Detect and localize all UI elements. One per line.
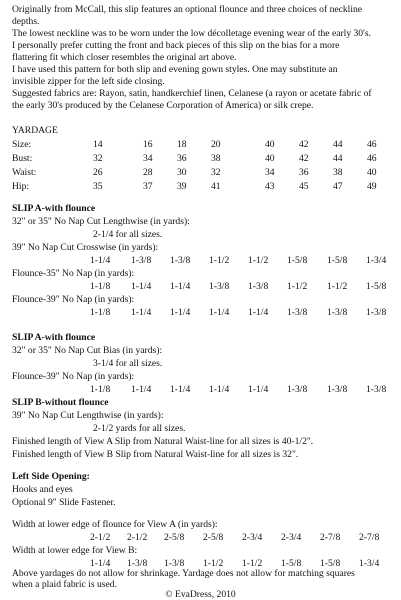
width-cell: 2-7/8 [320,532,341,543]
intro-line-5: flattering fit which closer resembles the original art above. [12,52,237,63]
width-cell: 1-1/2 [203,558,224,569]
copyright-footer: © EvaDress, 2010 [165,589,236,600]
width-cell: 2-5/8 [164,532,185,543]
bust-cell: 42 [299,153,309,164]
yardage-title: YARDAGE [12,125,58,136]
hip-cell: 41 [211,181,221,192]
yardage-cell: 1-1/8 [90,384,111,395]
yardage-cell: 1-3/8 [327,384,348,395]
slip-a-heading: SLIP A-with flounce [12,203,96,214]
yardage-cell: 1-1/4 [170,384,191,395]
intro-line-2: depths. [12,16,40,27]
size-cell: 18 [177,139,187,150]
flounce-39-label: Flounce-39" No Nap (in yards): [12,294,135,305]
yardage-cell: 1-1/8 [90,307,111,318]
slip-a-bias-flounce-label: Flounce-39" No Nap (in yards): [12,371,135,382]
yardage-cell: 1-3/8 [248,281,269,292]
size-cell: 44 [333,139,343,150]
intro-line-9: the early 30's produced by the Celanese Corporation of America) or silk crepe. [12,100,314,111]
slip-a-lengthwise-amount: 2-1/4 for all sizes. [93,229,163,240]
slip-a-bias-heading: SLIP A-with flounce [12,332,96,343]
yardage-cell: 1-1/4 [170,307,191,318]
waist-cell: 38 [333,167,343,178]
size-cell: 16 [143,139,153,150]
hip-cell: 39 [177,181,187,192]
left-side-hooks: Hooks and eyes [12,484,73,495]
bust-cell: 36 [177,153,187,164]
hip-cell: 35 [93,181,103,192]
yardage-cell: 1-1/4 [209,307,230,318]
left-side-fastener: Optional 9" Slide Fastener. [12,497,116,508]
intro-line-4: I personally prefer cutting the front and back pieces of this slip on the bias for a more [12,40,340,51]
bust-cell: 38 [211,153,221,164]
yardage-cell: 1-1/4 [170,281,191,292]
slip-b-heading: SLIP B-without flounce [12,397,109,408]
hip-cell: 45 [299,181,309,192]
slip-b-lengthwise-amount: 2-1/2 yards for all sizes. [93,423,186,434]
view-b-finished-length: Finished length of View B Slip from Natural Waist-line for all sizes is 32". [12,449,299,460]
waist-cell: 30 [177,167,187,178]
width-cell: 1-3/8 [164,558,185,569]
yardage-cell: 1-3/8 [209,281,230,292]
yardage-cell: 1-1/8 [90,281,111,292]
yardage-cell: 1-1/2 [287,281,308,292]
width-cell: 1-3/4 [359,558,380,569]
intro-line-3: The lowest neckline was to be worn under the low décolletage evening wear of the early 30's. [12,28,371,39]
yardage-cell: 1-3/4 [366,255,387,266]
yardage-cell: 1-5/8 [287,255,308,266]
intro-line-7: invisible zipper for the left side closing. [12,76,165,87]
width-cell: 1-5/8 [281,558,302,569]
width-cell: 1-1/2 [242,558,263,569]
intro-line-6: I have used this pattern for both slip and evening gown styles. One may substitute an [12,64,338,75]
slip-b-lengthwise: 39" No Nap Cut Lengthwise (in yards): [12,410,164,421]
hip-cell: 43 [265,181,275,192]
width-view-b-label: Width at lower edge for View B: [12,545,138,556]
left-side-heading: Left Side Opening: [12,471,90,482]
yardage-cell: 1-1/4 [131,281,152,292]
yardage-cell: 1-1/2 [248,255,269,266]
waist-cell: 36 [299,167,309,178]
size-cell: 20 [211,139,221,150]
waist-cell: 26 [93,167,103,178]
yardage-cell: 1-3/8 [170,255,191,266]
yardage-cell: 1-3/8 [366,384,387,395]
bust-cell: 40 [265,153,275,164]
bust-cell: 32 [93,153,103,164]
flounce-35-label: Flounce-35" No Nap (in yards): [12,268,135,279]
hip-cell: 49 [367,181,377,192]
width-cell: 2-3/4 [281,532,302,543]
hip-cell: 47 [333,181,343,192]
intro-line-1: Originally from McCall, this slip features an optional flounce and three choices of neckline [12,4,363,15]
width-view-a-label: Width at lower edge of flounce for View A (in yards): [12,519,218,530]
size-cell: 42 [299,139,309,150]
width-cell: 1-1/4 [90,558,111,569]
width-cell: 2-1/2 [90,532,111,543]
yardage-cell: 1-3/8 [131,255,152,266]
bust-cell: 44 [333,153,343,164]
intro-line-8: Suggested fabrics are: Rayon, satin, handkerchief linen, Celanese (a rayon or acetate fabric of [12,88,372,99]
size-cell: 40 [265,139,275,150]
width-cell: 2-1/2 [127,532,148,543]
width-cell: 2-7/8 [359,532,380,543]
width-cell: 2-5/8 [203,532,224,543]
yardage-cell: 1-1/4 [131,384,152,395]
bust-cell: 46 [367,153,377,164]
yardage-cell: 1-1/2 [327,281,348,292]
waist-cell: 28 [143,167,153,178]
width-cell: 1-5/8 [320,558,341,569]
slip-a-bias: 32" or 35" No Nap Cut Bias (in yards): [12,345,163,356]
yardage-cell: 1-1/4 [209,384,230,395]
bust-label: Bust: [12,153,33,164]
waist-label: Waist: [12,167,37,178]
hip-cell: 37 [143,181,153,192]
waist-cell: 34 [265,167,275,178]
width-cell: 2-3/4 [242,532,263,543]
yardage-cell: 1-3/8 [366,307,387,318]
width-cell: 1-3/8 [127,558,148,569]
size-label: Size: [12,139,32,150]
yardage-cell: 1-3/8 [287,307,308,318]
yardage-cell: 1-1/4 [248,307,269,318]
slip-a-bias-amount: 3-1/4 for all sizes. [93,358,163,369]
size-cell: 46 [367,139,377,150]
size-cell: 14 [93,139,103,150]
shrinkage-note-line-1: Above yardages do not allow for shrinkage. Yardage does not allow for matching squares [12,568,355,579]
slip-a-crosswise: 39" No Nap Cut Crosswise (in yards): [12,242,159,253]
bust-cell: 34 [143,153,153,164]
yardage-cell: 1-3/8 [287,384,308,395]
yardage-cell: 1-1/4 [248,384,269,395]
waist-cell: 32 [211,167,221,178]
waist-cell: 40 [367,167,377,178]
yardage-cell: 1-5/8 [327,255,348,266]
yardage-cell: 1-1/4 [90,255,111,266]
yardage-cell: 1-5/8 [366,281,387,292]
yardage-cell: 1-1/4 [131,307,152,318]
hip-label: Hip: [12,181,30,192]
slip-a-lengthwise: 32" or 35" No Nap Cut Lengthwise (in yards): [12,216,190,227]
shrinkage-note-line-2: when a plaid fabric is used. [12,579,117,590]
yardage-cell: 1-1/2 [209,255,230,266]
yardage-cell: 1-3/8 [327,307,348,318]
view-a-finished-length: Finished length of View A Slip from Natural Waist-line for all sizes is 40-1/2". [12,436,314,447]
